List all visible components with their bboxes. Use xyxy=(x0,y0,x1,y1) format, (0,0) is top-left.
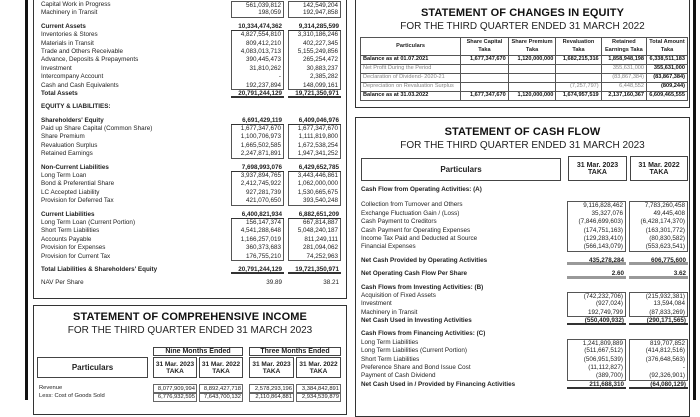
row-value: (64,080,129) xyxy=(629,381,688,389)
row-value: 39.89 xyxy=(266,279,282,287)
table-row xyxy=(361,92,688,101)
row-value: 606,775,600 xyxy=(629,257,688,265)
row-value: 819,707,852 xyxy=(629,339,688,347)
statement-row xyxy=(41,189,341,197)
row-value: 2,934,539,879 xyxy=(296,392,341,402)
row-label: Net Cash Used in Investing Activities xyxy=(361,317,472,325)
row-value: 9,314,285,599 xyxy=(288,23,341,31)
row-value: 2.60 xyxy=(567,270,626,278)
row-value: 1,672,538,254 xyxy=(288,142,341,150)
row-value: (80,830,582) xyxy=(629,235,688,243)
statement-row xyxy=(361,356,688,364)
equity-subtitle: FOR THE THIRD QUARTER ENDED 31 MARCH 2022 xyxy=(400,21,645,32)
row-value: 3,937,894,765 xyxy=(231,172,284,180)
row-value: 809,412,210 xyxy=(231,40,284,48)
changes-in-equity-table xyxy=(360,37,688,101)
statement-row xyxy=(41,56,341,64)
row-value: 393,540,248 xyxy=(288,197,341,205)
row-value: 6,776,932,595 xyxy=(153,392,197,402)
row-label: Short Term Liabilities xyxy=(41,227,100,235)
row-label: Payment of Cash Dividend xyxy=(361,372,436,380)
row-value: 2,247,871,891 xyxy=(231,150,284,158)
statement-row xyxy=(361,339,688,347)
row-label: Bond & Preferential Share xyxy=(41,180,115,188)
statement-row xyxy=(361,235,688,243)
row-value: (83,867,384) xyxy=(601,74,646,83)
statement-row xyxy=(361,292,688,300)
row-value: 4,083,013,713 xyxy=(231,48,284,56)
row-label: Long Term Liabilities xyxy=(361,338,419,346)
row-value: 1,674,957,519 xyxy=(556,92,601,101)
row-label: Net Cash Provided by Operating Activities xyxy=(361,256,488,264)
row-value: 6,429,652,785 xyxy=(288,164,341,172)
row-value: 198,059 xyxy=(231,9,284,17)
income-col-header: 31 Mar. 2023 TAKA xyxy=(249,357,294,378)
row-value: 3,443,446,861 xyxy=(288,172,341,180)
row-label: Income Tax Paid and Deducted at Source xyxy=(361,234,478,242)
row-value: (174,751,163) xyxy=(567,227,626,235)
table-row xyxy=(361,56,688,65)
income-col-header: 31 Mar. 2022 TAKA xyxy=(199,357,243,378)
row-value: 927,281,739 xyxy=(231,189,284,197)
cash-flow-col-header: 31 Mar. 2022 TAKA xyxy=(630,156,688,181)
row-value: (927,024) xyxy=(567,300,626,308)
row-value: 7,698,993,076 xyxy=(231,164,284,172)
row-value: 1,120,000,000 xyxy=(508,92,556,101)
column-header: Retained Earnings Taka xyxy=(601,38,646,56)
row-label: Long Term Loan xyxy=(41,172,87,180)
row-value: 10,334,474,362 xyxy=(231,23,284,31)
row-label: Total Assets xyxy=(41,89,78,97)
row-value: 192,749,799 xyxy=(567,309,626,317)
row-label: Shareholders' Equity xyxy=(41,116,104,124)
row-value: 3,310,186,246 xyxy=(288,31,341,39)
row-label: Non-Current Liabilities xyxy=(41,163,109,171)
row-value: 211,688,310 xyxy=(567,381,626,389)
balance-sheet-panel xyxy=(33,0,347,299)
row-label: Cash and Cash Equivalents xyxy=(41,81,119,89)
row-label: LC Accepted Liability xyxy=(41,188,100,196)
row-value: (550,409,932) xyxy=(567,317,626,325)
row-label: Financial Expenses xyxy=(361,243,416,251)
statement-row xyxy=(41,48,341,56)
statement-row xyxy=(361,300,688,308)
row-value xyxy=(461,74,509,83)
row-value: (11,112,827) xyxy=(567,364,626,372)
row-value: 2,578,293,196 xyxy=(249,384,294,394)
row-value: 435,278,284 xyxy=(567,257,626,265)
row-label: EQUITY & LIABILITIES: xyxy=(41,103,111,111)
statement-row xyxy=(361,372,688,380)
row-value: 2,110,864,881 xyxy=(249,392,294,402)
statement-row xyxy=(361,381,688,389)
cash-flow-panel xyxy=(355,117,690,417)
statement-row xyxy=(41,117,341,125)
statement-row xyxy=(41,244,341,252)
row-label: Long Term Loan (Current Portion) xyxy=(41,218,136,226)
row-value: 192,237,894 xyxy=(231,82,284,90)
row-value xyxy=(556,65,601,74)
statement-row xyxy=(361,309,688,317)
row-value: 3,384,842,891 xyxy=(296,384,341,394)
row-value: 6,691,429,119 xyxy=(231,117,284,125)
row-value: 192,947,858 xyxy=(288,9,341,17)
row-label: Balance as at 01.07.2021 xyxy=(361,56,461,65)
row-value: 2,385,282 xyxy=(288,73,341,81)
changes-in-equity-panel xyxy=(355,0,690,108)
statement-row xyxy=(361,347,688,355)
row-label: Advance, Deposits & Prepayments xyxy=(41,56,139,64)
row-value: 1,677,347,670 xyxy=(461,92,509,101)
row-value: 265,254,472 xyxy=(288,56,341,64)
row-value: (414,812,516) xyxy=(629,347,688,355)
cash-flow-rows xyxy=(361,186,688,389)
row-label: Declaration of Dividend- 2020-21 xyxy=(361,74,461,83)
row-label: Provision for Deferred Tax xyxy=(41,197,114,205)
row-value xyxy=(508,74,556,83)
income-title: STATEMENT OF COMPREHENSIVE INCOME xyxy=(73,311,307,323)
column-header: Revaluation Taka xyxy=(556,38,601,56)
row-label: NAV Per Share xyxy=(41,279,84,287)
statement-row xyxy=(41,266,341,274)
row-value xyxy=(508,65,556,74)
row-value: 7,783,260,458 xyxy=(629,201,688,209)
row-value: (809,244) xyxy=(647,83,688,92)
row-label: Materials in Transit xyxy=(41,39,94,47)
row-value: 35,327,076 xyxy=(567,210,626,218)
row-value: 176,755,210 xyxy=(231,253,284,261)
row-value: 6,448,552 xyxy=(601,83,646,92)
row-value: 20,791,244,129 xyxy=(231,90,284,98)
statement-row xyxy=(41,65,341,73)
row-value: 20,791,244,129 xyxy=(231,266,284,274)
row-label: Provision for Expenses xyxy=(41,244,106,252)
statement-row xyxy=(361,243,688,251)
row-value: 2,412,745,922 xyxy=(231,180,284,188)
income-statement-panel xyxy=(33,305,347,415)
statement-row xyxy=(361,270,688,278)
income-row xyxy=(39,384,349,392)
row-value: 811,249,111 xyxy=(288,236,341,244)
row-value: 5,048,240,187 xyxy=(288,227,341,235)
row-value: 4,827,554,810 xyxy=(231,31,284,39)
statement-row xyxy=(361,330,688,338)
row-label: Exchange Fluctuation Gain / (Loss) xyxy=(361,209,460,217)
cash-flow-subtitle: FOR THE THIRD QUARTER ENDED 31 MARCH 2023 xyxy=(400,140,645,151)
statement-row xyxy=(41,236,341,244)
row-value: 1,682,215,316 xyxy=(556,56,601,65)
row-value: 1,111,819,800 xyxy=(288,133,341,141)
row-value: 1,100,706,973 xyxy=(231,133,284,141)
statement-row xyxy=(361,218,688,226)
row-value: 2,137,160,367 xyxy=(601,92,646,101)
row-value: 6,338,511,183 xyxy=(647,56,688,65)
statement-row xyxy=(41,172,341,180)
row-value: 38.21 xyxy=(323,279,339,287)
column-header: Total Amount Taka xyxy=(647,38,688,56)
row-value: 148,099,161 xyxy=(288,82,341,90)
row-label: Retained Earnings xyxy=(41,150,93,158)
column-header: Share Capital Taka xyxy=(461,38,509,56)
row-label: Current Liabilities xyxy=(41,210,95,218)
row-value: 142,549,204 xyxy=(288,1,341,9)
row-label: Net Profit During the Period xyxy=(361,65,461,74)
row-label: Cash Payment to Creditors xyxy=(361,218,437,226)
balance-sheet-rows xyxy=(41,1,341,288)
row-value: (553,623,541) xyxy=(629,243,688,251)
table-row xyxy=(361,65,688,74)
row-value: 156,147,374 xyxy=(231,219,284,227)
row-label: Depreciation on Revaluation Surplus xyxy=(361,83,461,92)
row-label: Preference Share and Bond Issue Cost xyxy=(361,364,471,372)
statement-row xyxy=(41,125,341,133)
statement-row xyxy=(361,186,688,194)
row-value: 390,445,473 xyxy=(231,56,284,64)
row-label: Acquisition of Fixed Assets xyxy=(361,291,436,299)
row-value: 8,077,909,994 xyxy=(153,384,197,394)
row-label: Short Term Liabilities xyxy=(361,355,420,363)
equity-title: STATEMENT OF CHANGES IN EQUITY xyxy=(420,7,625,19)
cash-flow-col-header: 31 Mar. 2023 TAKA xyxy=(568,156,627,181)
row-value: 1,241,809,889 xyxy=(567,339,626,347)
table-row xyxy=(361,74,688,83)
row-label: Revenue xyxy=(39,385,63,391)
row-value: (506,951,539) xyxy=(567,356,626,364)
row-value: (92,326,901) xyxy=(629,372,688,380)
statement-row xyxy=(41,279,341,287)
statement-row xyxy=(41,211,341,219)
statement-row xyxy=(361,257,688,265)
row-value: 31,810,262 xyxy=(231,65,284,73)
three-months-header: Three Months Ended xyxy=(249,347,341,356)
row-value: (7,257,797) xyxy=(556,83,601,92)
row-value: 1,166,257,019 xyxy=(231,236,284,244)
row-value: 19,721,350,971 xyxy=(288,90,341,98)
statement-row xyxy=(361,210,688,218)
row-value: 1,677,347,670 xyxy=(461,56,509,65)
row-value xyxy=(461,65,509,74)
row-label: Long Term Liabilities (Current Portion) xyxy=(361,347,467,355)
row-value: 13,594,084 xyxy=(629,300,688,308)
row-value: 1,665,502,585 xyxy=(231,142,284,150)
row-value: 402,227,345 xyxy=(288,40,341,48)
statement-row xyxy=(41,253,341,261)
row-value: 6,609,465,555 xyxy=(647,92,688,101)
statement-row xyxy=(41,90,341,98)
row-value: (7,846,699,603) xyxy=(567,218,626,226)
row-value: 74,252,963 xyxy=(288,253,341,261)
statement-row xyxy=(41,9,341,17)
row-label: Machinery in Transit xyxy=(361,308,418,316)
statement-row xyxy=(361,364,688,372)
statement-row xyxy=(41,82,341,90)
statement-row xyxy=(361,284,688,292)
statement-row xyxy=(41,197,341,205)
row-value: (566,143,079) xyxy=(567,243,626,251)
row-value xyxy=(508,83,556,92)
row-value: 1,858,948,198 xyxy=(601,56,646,65)
row-label: Net Cash Used in / Provided by Financing Activities xyxy=(361,380,516,388)
row-label: Investment xyxy=(41,64,72,72)
row-label: Cash Flow from Operating Activities: (A) xyxy=(361,186,482,193)
row-label: Capital Work in Progress xyxy=(41,1,111,8)
row-value: 1,120,000,000 xyxy=(508,56,556,65)
statement-row xyxy=(41,73,341,81)
row-label: Cash Flows from Investing Activities: (B) xyxy=(361,283,484,291)
row-value: (163,301,772) xyxy=(629,227,688,235)
row-value: 30,883,237 xyxy=(288,65,341,73)
row-value: 421,070,650 xyxy=(231,197,284,205)
statement-row xyxy=(41,219,341,227)
row-label: Machinery in Transit xyxy=(41,9,98,17)
row-label: Cash Payment for Operating Expenses xyxy=(361,226,471,234)
row-value: 281,094,062 xyxy=(288,244,341,252)
row-label: Cash Flows from Financing Activities: (C) xyxy=(361,330,486,338)
row-label: Balance as at 31.03.2022 xyxy=(361,92,461,101)
row-value: 1,677,347,670 xyxy=(231,125,284,133)
row-value: 1,530,665,675 xyxy=(288,189,341,197)
statement-row xyxy=(41,40,341,48)
income-col-header: 31 Mar. 2023 TAKA xyxy=(153,357,197,378)
row-value: (215,932,381) xyxy=(629,292,688,300)
column-header: Share Premium Taka xyxy=(508,38,556,56)
row-value: 3.62 xyxy=(629,270,688,278)
statement-row xyxy=(41,103,341,111)
row-value: 19,721,350,971 xyxy=(288,266,341,274)
statement-row xyxy=(41,31,341,39)
row-value: (83,867,384) xyxy=(647,74,688,83)
nine-months-header: Nine Months Ended xyxy=(153,347,243,356)
row-value: 355,631,000 xyxy=(601,65,646,74)
row-value: (376,648,563) xyxy=(629,356,688,364)
row-value: 9,116,828,462 xyxy=(567,201,626,209)
row-label: Inventories & Stores xyxy=(41,31,98,39)
row-value: - xyxy=(231,73,284,81)
cash-flow-particulars-header: Particulars xyxy=(361,158,561,181)
row-value: (290,171,565) xyxy=(629,317,688,325)
row-value: 6,882,651,209 xyxy=(288,211,341,219)
row-label: Less: Cost of Goods Sold xyxy=(39,393,105,399)
statement-row xyxy=(41,227,341,235)
row-value: 49,445,408 xyxy=(629,210,688,218)
row-label: Net Operating Cash Flow Per Share xyxy=(361,270,468,278)
row-value: 5,155,249,856 xyxy=(288,48,341,56)
row-label: Revaluation Surplus xyxy=(41,141,98,149)
income-particulars-header: Particulars xyxy=(37,357,148,378)
page-border-right xyxy=(693,0,696,400)
row-value: (511,667,512) xyxy=(567,347,626,355)
income-subtitle: FOR THE THIRD QUARTER ENDED 31 MARCH 2023 xyxy=(67,325,313,336)
statement-row xyxy=(361,317,688,325)
statement-row xyxy=(41,164,341,172)
row-value: 6,409,046,976 xyxy=(288,117,341,125)
row-value: 561,039,812 xyxy=(231,1,284,9)
statement-row xyxy=(41,142,341,150)
page-border-left xyxy=(25,0,28,400)
row-value: 1,947,341,252 xyxy=(288,150,341,158)
table-row xyxy=(361,83,688,92)
row-value: 667,814,887 xyxy=(288,219,341,227)
row-value: 7,643,700,132 xyxy=(199,392,243,402)
row-value: 1,062,000,000 xyxy=(288,180,341,188)
row-label: Collection from Turnover and Others xyxy=(361,201,463,209)
income-row xyxy=(39,392,349,400)
row-value: (742,232,706) xyxy=(567,292,626,300)
row-label: Investment xyxy=(361,300,392,308)
statement-row xyxy=(41,180,341,188)
row-value: 360,373,683 xyxy=(231,244,284,252)
column-header: Particulars xyxy=(361,38,461,56)
row-value: 1,677,347,670 xyxy=(288,125,341,133)
statement-row xyxy=(41,23,341,31)
row-value: (129,283,410) xyxy=(567,235,626,243)
cash-flow-title: STATEMENT OF CASH FLOW xyxy=(444,126,601,138)
row-label: Current Assets xyxy=(41,22,86,30)
statement-row xyxy=(361,201,688,209)
income-col-header: 31 Mar. 2022 TAKA xyxy=(296,357,341,378)
row-value: 8,892,427,718 xyxy=(199,384,243,394)
row-value: 355,631,000 xyxy=(647,65,688,74)
row-label: Provision for Current Tax xyxy=(41,252,111,260)
statement-row xyxy=(41,1,341,9)
row-label: Paid up Share Capital (Common Share) xyxy=(41,125,153,133)
statement-row xyxy=(361,227,688,235)
row-label: Share Premium xyxy=(41,133,85,141)
row-label: Intercompany Account xyxy=(41,73,104,81)
row-label: Trade and Others Receivable xyxy=(41,47,124,55)
row-value xyxy=(461,83,509,92)
row-value: (87,833,269) xyxy=(629,309,688,317)
row-value: (389,700) xyxy=(567,372,626,380)
row-label: Total Liabilities & Shareholders' Equity xyxy=(41,265,158,273)
statement-row xyxy=(41,150,341,158)
row-value: - xyxy=(629,364,688,372)
row-value: (6,428,174,370) xyxy=(629,218,688,226)
row-value xyxy=(556,74,601,83)
row-value: 4,541,288,648 xyxy=(231,227,284,235)
row-label: Accounts Payable xyxy=(41,235,92,243)
statement-row xyxy=(41,133,341,141)
row-value: 6,400,821,934 xyxy=(231,211,284,219)
